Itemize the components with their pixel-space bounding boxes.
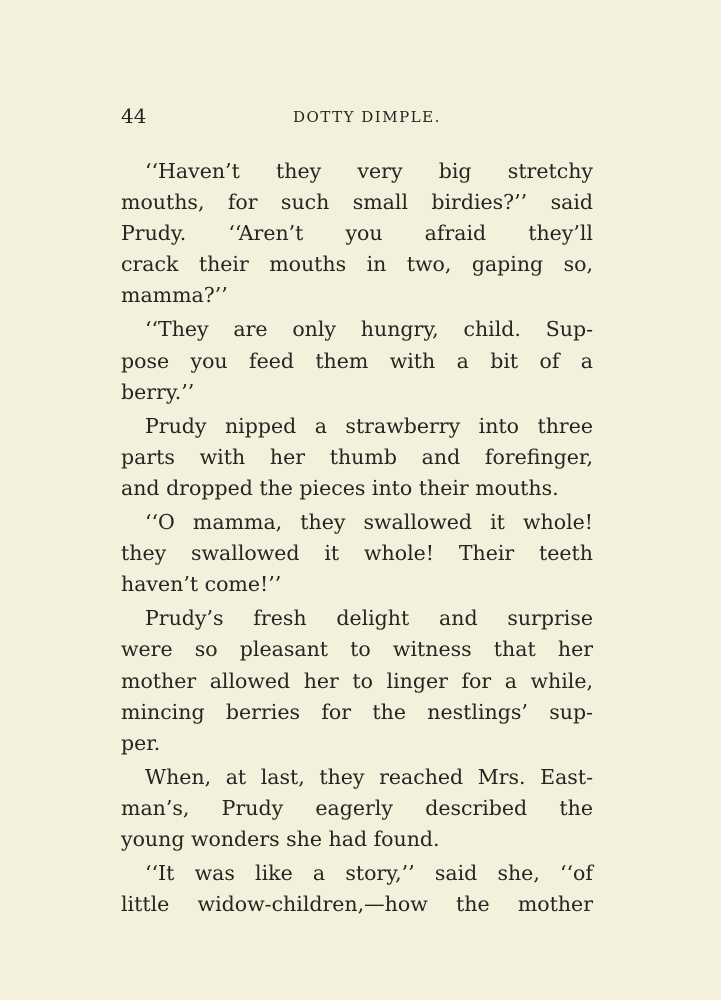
paragraph [121, 411, 593, 504]
page-number: 44 [121, 104, 147, 128]
text-line: mincing berries for the nestlings’ sup- [121, 699, 593, 724]
text-line: crack their mouths in two, gaping so, [121, 252, 593, 277]
text-line: ‘‘Haven’t they very big stretchy [145, 159, 593, 183]
text-line: they swallowed it whole! Their teeth [121, 541, 593, 566]
paragraph [121, 762, 593, 855]
text-line: mouths, for such small birdies?’’ said [121, 190, 593, 215]
text-line: pose you feed them with a bit of a [121, 348, 593, 373]
paragraph [121, 314, 593, 407]
text-line: ‘‘It was like a story,’’ said she, ‘‘of [145, 861, 593, 886]
text-line: were so pleasant to witness that her [121, 637, 593, 662]
text-line: and dropped the pieces into their mouths. [121, 475, 559, 500]
text-line: berry.’’ [121, 379, 195, 404]
text-line: little widow-children,—how the mother [121, 892, 593, 917]
text-line: young wonders she had found. [121, 826, 440, 851]
text-line: haven’t come!’’ [121, 572, 282, 597]
text-line: ‘‘They are only hungry, child. Sup- [145, 317, 593, 342]
running-title: DOTTY DIMPLE. [293, 108, 441, 126]
text-line: Prudy nipped a strawberry into three [145, 413, 593, 438]
paragraph [121, 507, 593, 600]
text-line: When, at last, they reached Mrs. East- [145, 764, 593, 789]
text-line: parts with her thumb and forefinger, [121, 444, 593, 469]
text-line: man’s, Prudy eagerly described the [121, 795, 593, 820]
body-text [121, 156, 593, 923]
paragraph [121, 603, 593, 758]
text-line: Prudy’s fresh delight and surprise [145, 606, 593, 631]
page-header [121, 104, 593, 130]
text-line: Prudy. ‘‘Aren’t you afraid they’ll [121, 221, 593, 246]
paragraph [121, 156, 593, 311]
text-line: mother allowed her to linger for a while, [121, 668, 593, 693]
text-line: ‘‘O mamma, they swallowed it whole! [145, 510, 593, 535]
text-line: per. [121, 730, 161, 755]
paragraph [121, 858, 593, 920]
text-line: mamma?’’ [121, 283, 228, 308]
